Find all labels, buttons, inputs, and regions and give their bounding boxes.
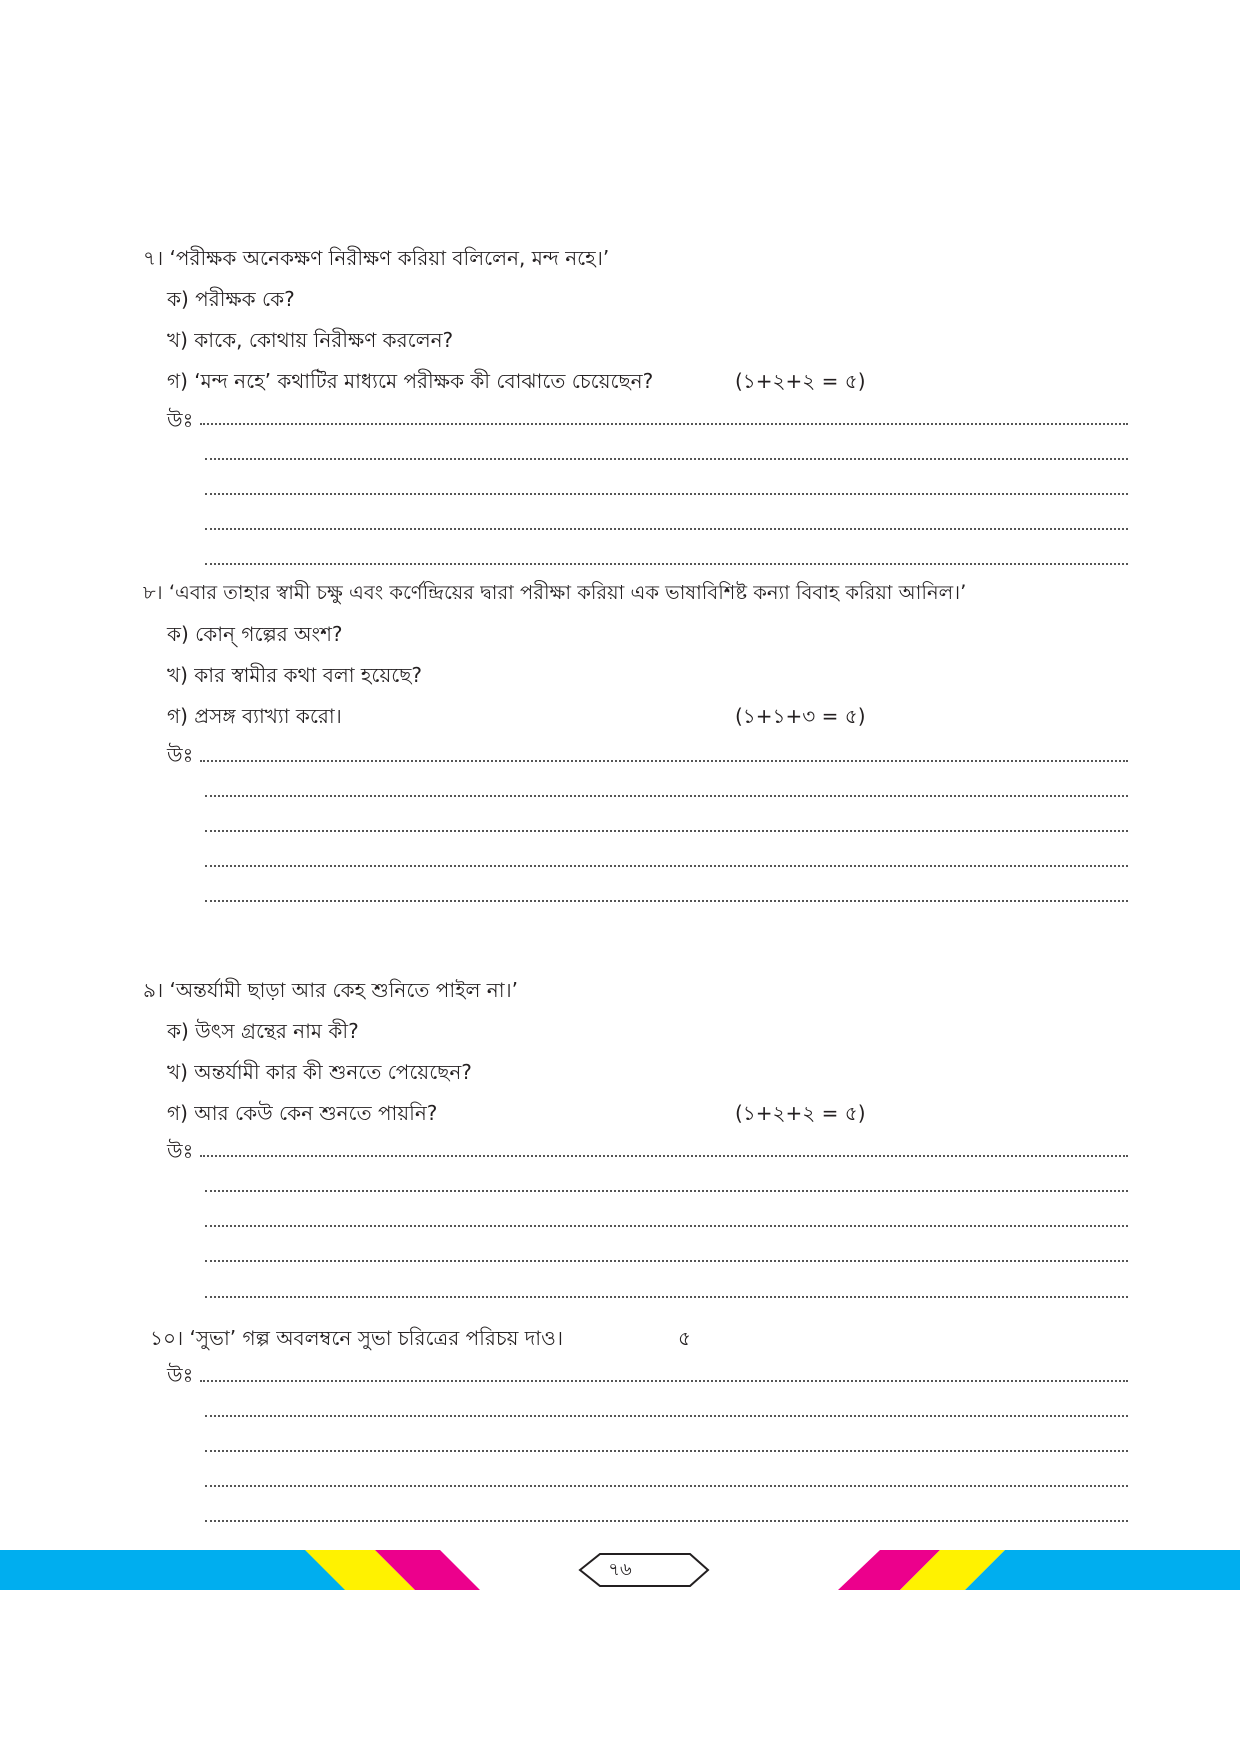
question-10-stem: ১০। ‘সুভা’ গল্প অবলম্বনে সুভা চরিত্রের পরিচয় দাও। <box>150 1326 563 1350</box>
question-9-part-a: ক) উৎস গ্রন্থের নাম কী? <box>167 1019 359 1043</box>
question-9-stem: ৯। ‘অন্তর্যামী ছাড়া আর কেহ শুনিতে পাইল না।’ <box>143 978 519 1002</box>
question-10-marks: ৫ <box>678 1326 691 1350</box>
answer-line[interactable] <box>200 760 1128 762</box>
question-9-marks: (১+২+২ = ৫) <box>735 1101 866 1125</box>
question-9-part-b: খ) অন্তর্যামী কার কী শুনতে পেয়েছেন? <box>167 1060 472 1084</box>
answer-line[interactable] <box>200 1380 1128 1382</box>
page-number: ৭৬ <box>608 1558 632 1580</box>
footer-band <box>0 1550 1240 1590</box>
question-8-stem: ৮। ‘এবার তাহার স্বামী চক্ষু এবং কর্ণেন্দ্রিয়ের দ্বারা পরীক্ষা করিয়া এক ভাষাবিশিষ্ট কন্যা বিবাহ করিয়া আনিল।’ <box>143 581 967 604</box>
question-9-answer-label: উঃ <box>167 1139 194 1163</box>
answer-line[interactable] <box>205 795 1128 797</box>
answer-line[interactable] <box>205 528 1128 530</box>
answer-line[interactable] <box>205 1485 1128 1487</box>
question-8-answer-label: উঃ <box>167 743 194 767</box>
question-10-answer-label: উঃ <box>167 1363 194 1387</box>
answer-line[interactable] <box>205 563 1128 565</box>
answer-line[interactable] <box>205 1225 1128 1227</box>
question-7-answer-label: উঃ <box>167 408 194 432</box>
answer-line[interactable] <box>205 1296 1128 1298</box>
answer-line[interactable] <box>205 1260 1128 1262</box>
answer-line[interactable] <box>205 493 1128 495</box>
question-8-part-b: খ) কার স্বামীর কথা বলা হয়েছে? <box>167 663 422 687</box>
question-9-part-c: গ) আর কেউ কেন শুনতে পায়নি? <box>167 1101 438 1125</box>
question-8-part-c: গ) প্রসঙ্গ ব্যাখ্যা করো। <box>167 704 342 728</box>
answer-line[interactable] <box>205 1190 1128 1192</box>
answer-line[interactable] <box>200 423 1128 425</box>
question-8-marks: (১+১+৩ = ৫) <box>735 704 866 728</box>
question-7-stem: ৭। ‘পরীক্ষক অনেকক্ষণ নিরীক্ষণ করিয়া বলিলেন, মন্দ নহে।’ <box>143 246 610 270</box>
question-7-marks: (১+২+২ = ৫) <box>735 369 866 393</box>
question-8-part-a: ক) কোন্ গল্পের অংশ? <box>167 622 343 646</box>
question-7-part-a: ক) পরীক্ষক কে? <box>167 287 295 311</box>
answer-line[interactable] <box>200 1155 1128 1157</box>
answer-line[interactable] <box>205 1520 1128 1522</box>
question-7-part-b: খ) কাকে, কোথায় নিরীক্ষণ করলেন? <box>167 328 454 352</box>
answer-line[interactable] <box>205 865 1128 867</box>
question-7-part-c: গ) ‘মন্দ নহে’ কথাটির মাধ্যমে পরীক্ষক কী বোঝাতে চেয়েছেন? <box>167 369 654 393</box>
answer-line[interactable] <box>205 1450 1128 1452</box>
answer-line[interactable] <box>205 830 1128 832</box>
answer-line[interactable] <box>205 900 1128 902</box>
answer-line[interactable] <box>205 458 1128 460</box>
answer-line[interactable] <box>205 1415 1128 1417</box>
